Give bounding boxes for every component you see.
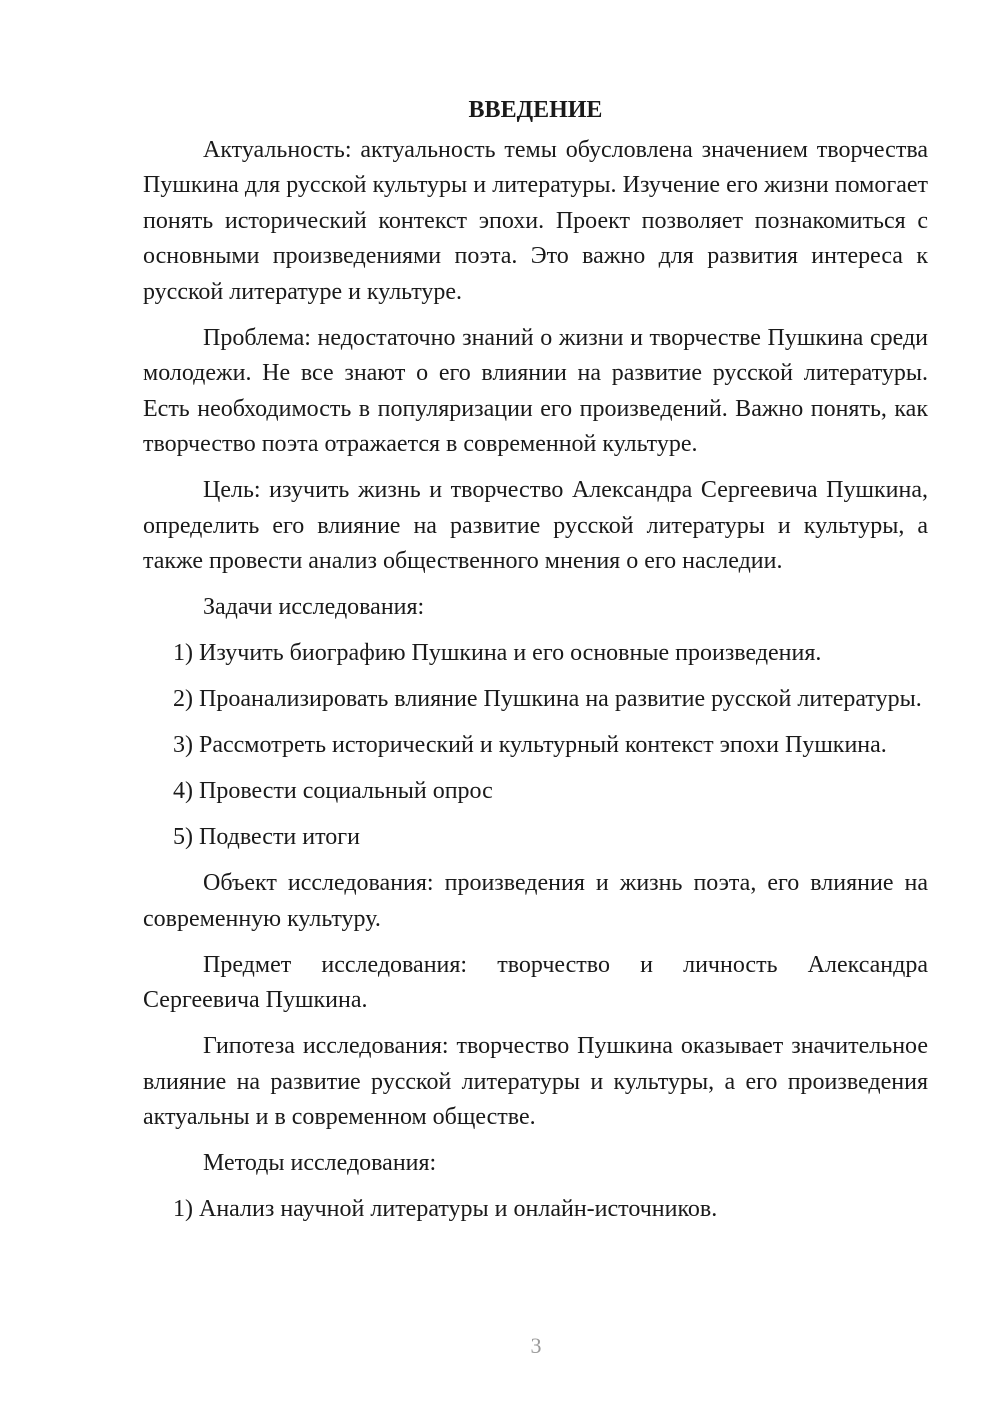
paragraph-hypothesis: Гипотеза исследования: творчество Пушкина оказывает значительное влияние на развитие русской литературы и культуры, а его произведения актуальны и в современном обществе. [143,1033,928,1130]
paragraph-object: Объект исследования: произведения и жизнь поэта, его влияние на современную культуру. [143,870,928,932]
task-item-4: 4) Провести социальный опрос [173,778,493,804]
section-title: ВВЕДЕНИЕ [468,97,603,123]
task-item-5: 5) Подвести итоги [173,824,360,850]
methods-heading: Методы исследования: [203,1150,437,1176]
tasks-heading: Задачи исследования: [203,594,425,620]
task-item-3: 3) Рассмотреть исторический и культурный контекст эпохи Пушкина. [173,732,887,758]
method-item-1: 1) Анализ научной литературы и онлайн-источников. [173,1196,718,1222]
paragraph-relevance: Актуальность: актуальность темы обусловлена значением творчества Пушкина для русской культуры и литературы. Изучение его жизни помогает понять исторический контекст эпохи. Проект позволяет познакомиться с основными произведениями поэта. Это важно для развития интереса к русской литературе и культуре. [143,136,928,305]
paragraph-problem: Проблема: недостаточно знаний о жизни и творчестве Пушкина среди молодежи. Не все знают о его влиянии на развитие русской литературы. Есть необходимость в популяризации его произведений. Важно понять, как творчество поэта отражается в современной культуре. [143,324,928,457]
paragraph-subject: Предмет исследования: творчество и личность Александра Сергеевича Пушкина. [143,951,928,1013]
page-content [143,93,928,1238]
task-item-1: 1) Изучить биографию Пушкина и его основные произведения. [173,640,822,666]
task-item-2: 2) Проанализировать влияние Пушкина на развитие русской литературы. [173,686,922,712]
page-number: 3 [530,1333,542,1358]
paragraph-goal: Цель: изучить жизнь и творчество Александра Сергеевича Пушкина, определить его влияние на развитие русской литературы и культуры, а также провести анализ общественного мнения о его наследии. [143,477,928,574]
